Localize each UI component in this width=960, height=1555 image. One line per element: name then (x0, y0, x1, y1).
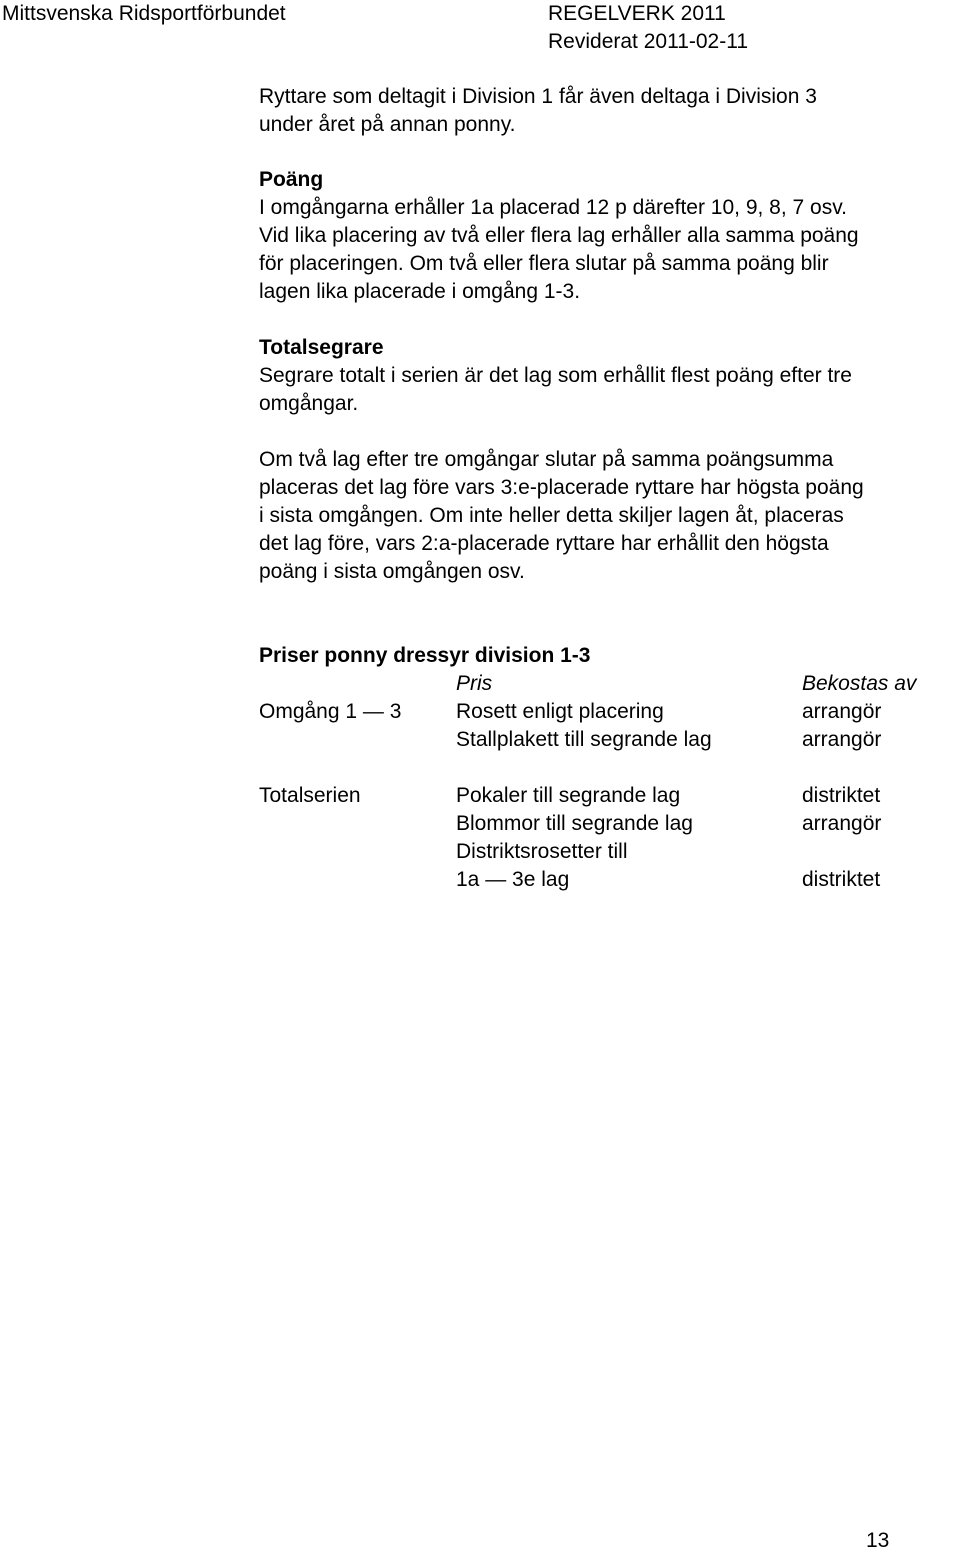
prizes-row-prize: Rosett enligt placering (456, 700, 664, 723)
prizes-row-sponsor: distriktet (802, 784, 881, 807)
total-winner-heading: Totalsegrare (259, 336, 384, 359)
page-number: 13 (866, 1529, 890, 1552)
prizes-row-prize: 1a — 3e lag (456, 868, 570, 891)
prizes-row-round: Totalserien (259, 784, 361, 807)
total-winner-section (259, 334, 959, 418)
points-line: för placeringen. Om två eller flera slutar på samma poäng blir (259, 252, 829, 275)
prizes-heading: Priser ponny dressyr division 1-3 (259, 644, 591, 667)
prizes-section (259, 642, 959, 670)
prizes-col-header-sponsor: Bekostas av (802, 672, 917, 695)
tiebreak-line: placeras det lag före vars 3:e-placerade ryttare har högsta poäng (259, 476, 864, 499)
tiebreak-line: poäng i sista omgången osv. (259, 560, 525, 583)
total-winner-line: omgångar. (259, 392, 359, 415)
prizes-row-prize: Blommor till segrande lag (456, 812, 693, 835)
points-line: lagen lika placerade i omgång 1-3. (259, 280, 581, 303)
points-line: Vid lika placering av två eller flera lag erhåller alla samma poäng (259, 224, 859, 247)
prizes-row-prize: Stallplakett till segrande lag (456, 728, 712, 751)
points-line: I omgångarna erhåller 1a placerad 12 p därefter 10, 9, 8, 7 osv. (259, 196, 847, 219)
prizes-row-sponsor: arrangör (802, 812, 882, 835)
header-revision-date: Reviderat 2011-02-11 (548, 30, 749, 53)
prizes-col-header-prize: Pris (456, 672, 493, 695)
points-section (259, 166, 959, 306)
points-heading: Poäng (259, 168, 324, 191)
prizes-row-sponsor: distriktet (802, 868, 881, 891)
intro-paragraph (259, 83, 959, 139)
prizes-row-round: Omgång 1 — 3 (259, 700, 402, 723)
tiebreak-line: det lag före, vars 2:a-placerade ryttare har erhållit den högsta (259, 532, 829, 555)
total-winner-line: Segrare totalt i serien är det lag som erhållit flest poäng efter tre (259, 364, 852, 387)
intro-line: Ryttare som deltagit i Division 1 får även deltaga i Division 3 (259, 85, 817, 108)
prizes-row-prize: Pokaler till segrande lag (456, 784, 681, 807)
prizes-row-sponsor: arrangör (802, 728, 882, 751)
prizes-row-prize: Distriktsrosetter till (456, 840, 628, 863)
tiebreak-paragraph (259, 446, 959, 586)
tiebreak-line: Om två lag efter tre omgångar slutar på samma poängsumma (259, 448, 834, 471)
intro-line: under året på annan ponny. (259, 113, 516, 136)
header-organization: Mittsvenska Ridsportförbundet (2, 2, 286, 25)
prizes-row-sponsor: arrangör (802, 700, 882, 723)
tiebreak-line: i sista omgången. Om inte heller detta skiljer lagen åt, placeras (259, 504, 844, 527)
header-document-title: REGELVERK 2011 (548, 2, 726, 25)
